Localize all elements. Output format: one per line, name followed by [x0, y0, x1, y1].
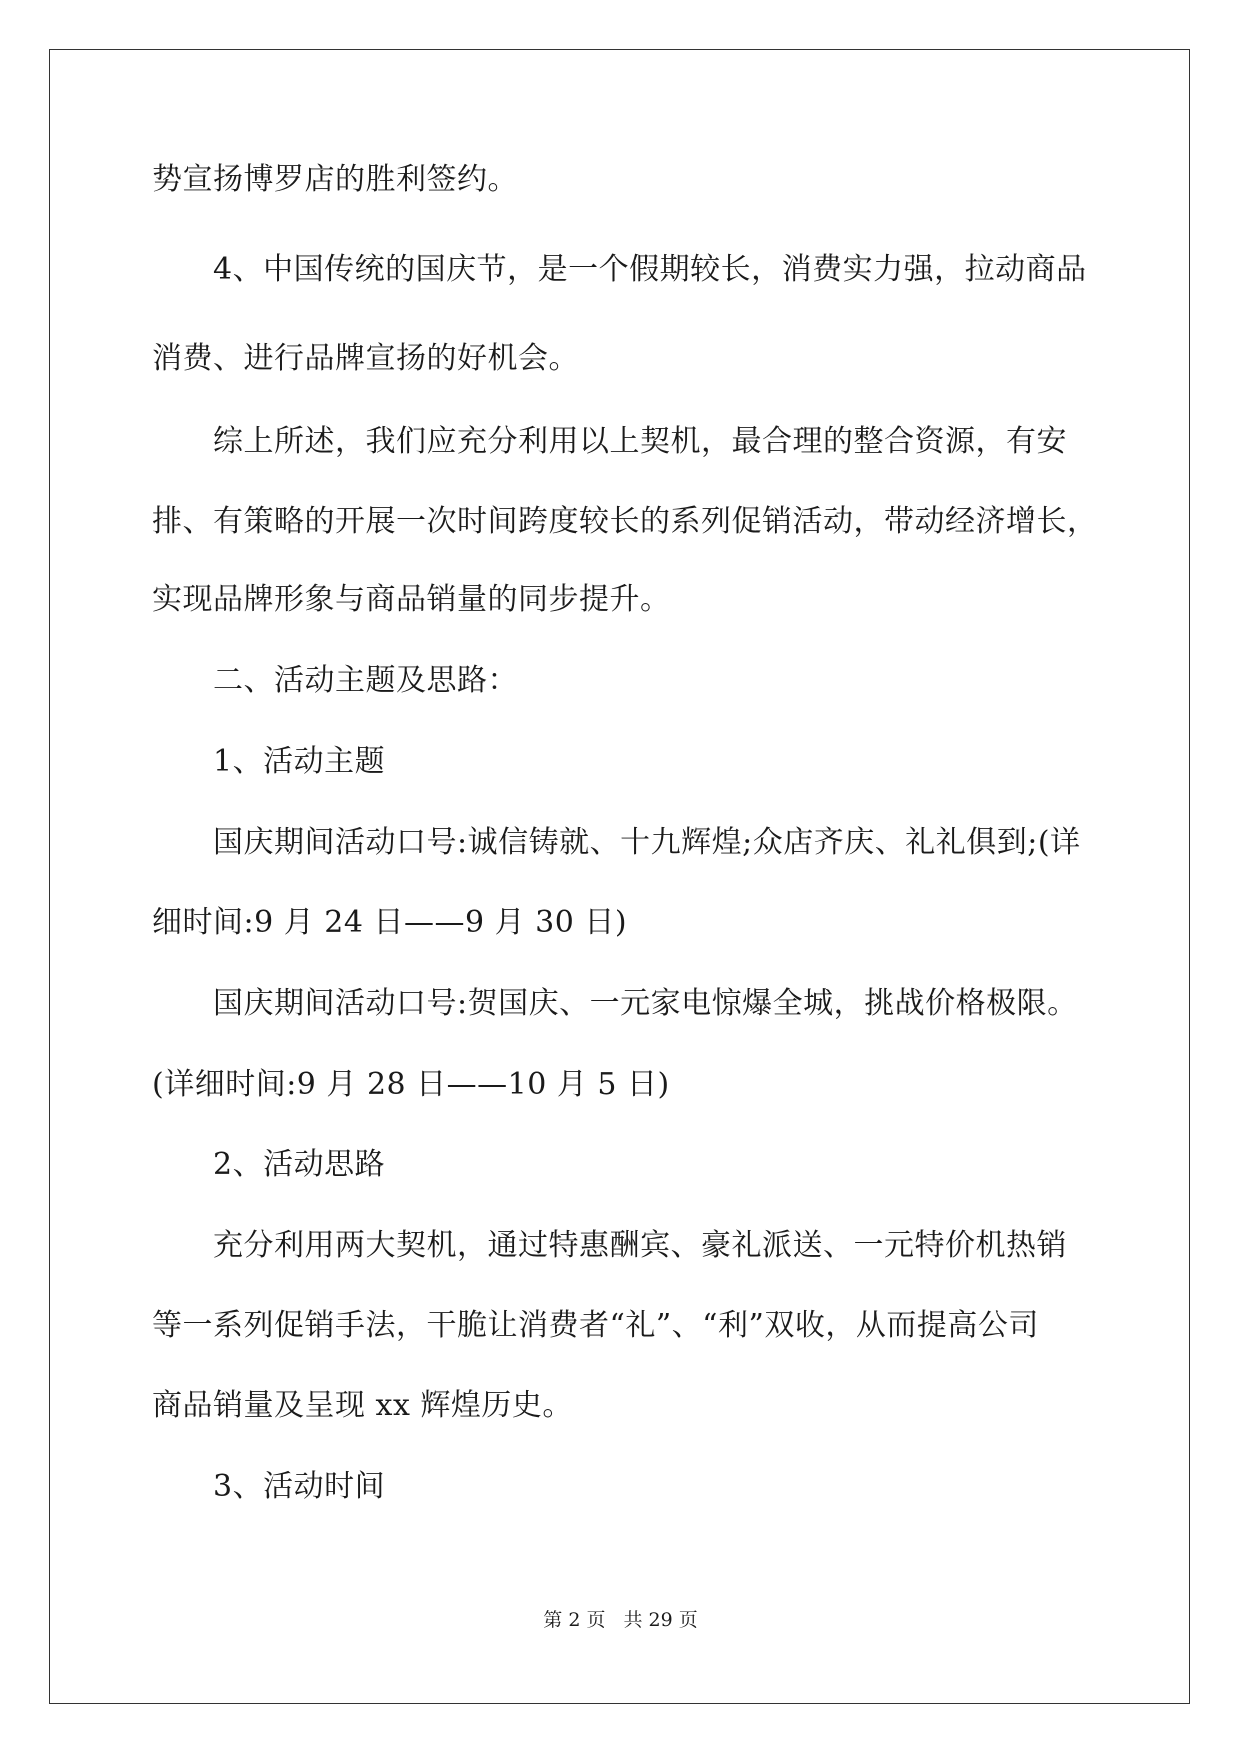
page-border — [49, 49, 1190, 1704]
subsection-heading: 3、活动时间 — [152, 1469, 386, 1504]
paragraph-line: 实现品牌形象与商品销量的同步提升。 — [152, 582, 671, 617]
paragraph-line: 等一系列促销手法，干脆让消费者“礼”、“利”双收，从而提高公司 — [152, 1308, 1039, 1343]
page-total: 共 29 页 — [623, 1609, 698, 1631]
paragraph-line: 国庆期间活动口号:诚信铸就、十九辉煌;众店齐庆、礼礼俱到;(详 — [152, 825, 1081, 860]
section-heading: 二、活动主题及思路： — [152, 663, 518, 698]
paragraph-line: 排、有策略的开展一次时间跨度较长的系列促销活动，带动经济增长， — [152, 504, 1098, 539]
paragraph-line: 商品销量及呈现 xx 辉煌历史。 — [152, 1388, 573, 1423]
paragraph-line: 4、中国传统的国庆节，是一个假期较长，消费实力强，拉动商品 — [152, 252, 1087, 287]
paragraph-line: 国庆期间活动口号:贺国庆、一元家电惊爆全城，挑战价格极限。 — [152, 986, 1078, 1021]
paragraph-line: 细时间:9 月 24 日——9 月 30 日) — [152, 905, 628, 940]
paragraph-line: (详细时间:9 月 28 日——10 月 5 日) — [152, 1067, 670, 1102]
page-footer — [0, 1608, 1241, 1632]
paragraph-line: 充分利用两大契机，通过特惠酬宾、豪礼派送、一元特价机热销 — [152, 1228, 1067, 1263]
page-number: 第 2 页 — [543, 1609, 606, 1631]
subsection-heading: 2、活动思路 — [152, 1147, 386, 1182]
subsection-heading: 1、活动主题 — [152, 744, 386, 779]
paragraph-line: 消费、进行品牌宣扬的好机会。 — [152, 341, 579, 376]
paragraph-line: 综上所述，我们应充分利用以上契机，最合理的整合资源，有安 — [152, 424, 1067, 459]
paragraph-line: 势宣扬博罗店的胜利签约。 — [152, 162, 518, 197]
